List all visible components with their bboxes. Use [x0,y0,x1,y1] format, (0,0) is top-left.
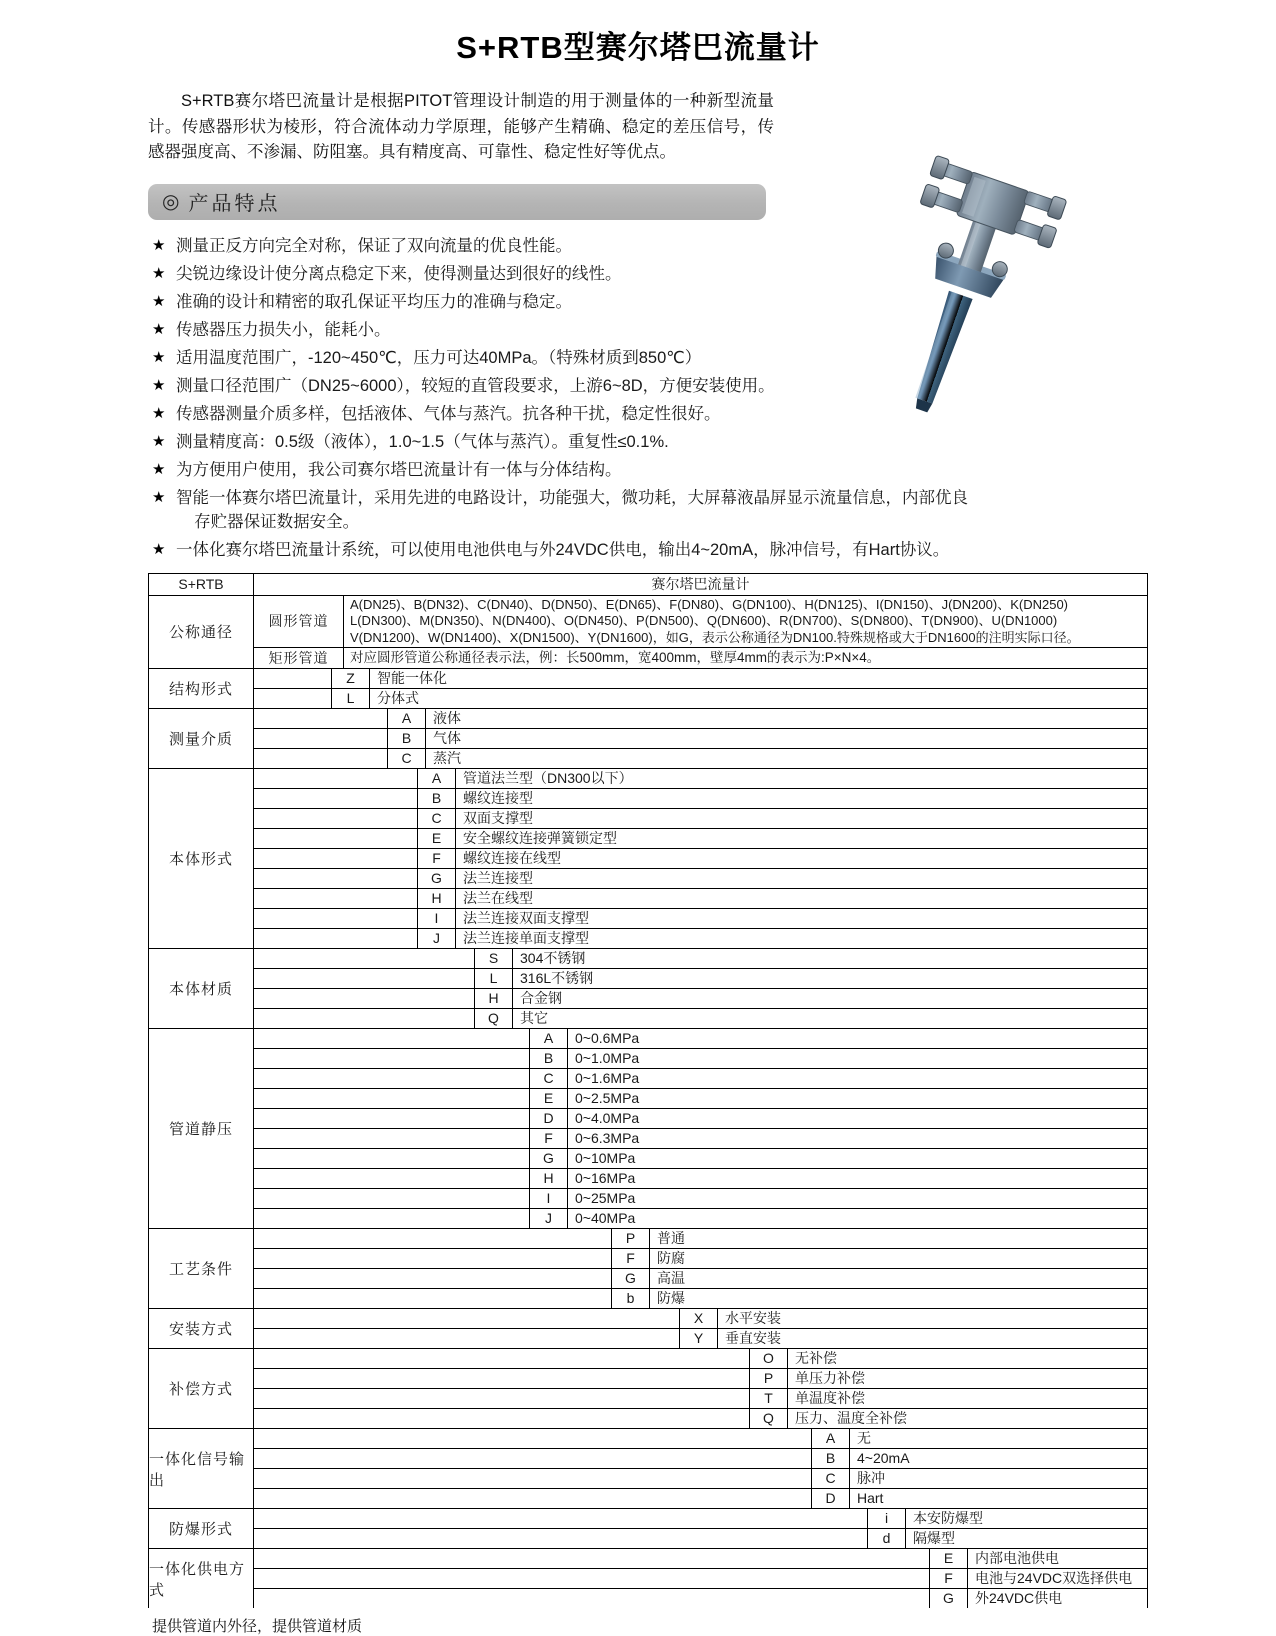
section-options [254,1309,1147,1348]
spec-option-row [254,769,1147,789]
option-code: G [930,1589,968,1608]
option-code: C [418,809,456,828]
indent-spacer [254,849,418,868]
option-description: 单压力补偿 [795,1370,865,1386]
option-description: 压力、温度全补偿 [795,1410,907,1426]
spec-option-row [254,1149,1147,1169]
option-description: 分体式 [377,690,419,706]
spec-option-row [254,789,1147,809]
indent-spacer [254,969,475,988]
round-pipe-codes [344,596,1147,648]
feature-line: 一体化赛尔塔巴流量计系统，可以使用电池供电与外24VDC供电，输出4~20mA，脉冲信号，有Hart协议。 [176,541,950,559]
product-features-header [148,184,766,220]
indent-spacer [254,1349,750,1368]
option-description: 合金钢 [520,990,562,1006]
section-options [254,709,1147,768]
spec-option-row [254,909,1147,929]
spec-section [149,1429,1147,1509]
option-code: E [930,1549,968,1568]
indent-spacer [254,1129,530,1148]
indent-spacer [254,1269,612,1288]
option-code: B [530,1049,568,1068]
section-options [254,769,1147,948]
star-bullet-icon: ★ [152,292,166,310]
section-options [254,1549,1147,1608]
indent-spacer [254,669,332,688]
feature-item [152,486,1152,535]
section-options [254,1229,1147,1308]
spec-option-row [254,1409,1147,1428]
section-options [254,1429,1147,1508]
intro-section [0,89,1276,166]
option-code: B [418,789,456,808]
option-description: 智能一体化 [377,670,447,686]
spec-option-row [254,989,1147,1009]
spec-option-row [254,1549,1147,1569]
spec-option-row [254,1029,1147,1049]
option-description: 螺纹连接型 [463,790,533,806]
indent-spacer [254,749,388,768]
indent-spacer [254,1529,868,1548]
indent-spacer [254,949,475,968]
feature-item [152,458,1152,483]
option-code: F [530,1129,568,1148]
indent-spacer [254,1149,530,1168]
option-code: J [530,1209,568,1228]
indent-spacer [254,709,388,728]
star-bullet-icon: ★ [152,488,166,506]
option-description: 0~40MPa [575,1210,636,1226]
option-description: 0~10MPa [575,1150,636,1166]
spec-option-row [254,809,1147,829]
option-description: 高温 [657,1270,685,1286]
option-code: I [418,909,456,928]
dn-line: L(DN300)、M(DN350)、N(DN400)、O(DN450)、P(DN500)、Q(DN600)、R(DN700)、S(DN800)、T(DN900)、U(DN1000) [350,613,1058,628]
option-code: E [530,1089,568,1108]
star-bullet-icon: ★ [152,320,166,338]
spec-option-row [254,1349,1147,1369]
star-bullet-icon: ★ [152,264,166,282]
nominal-diameter-label: 公称通径 [149,596,254,669]
spec-option-row [254,1069,1147,1089]
section-options [254,1509,1147,1548]
indent-spacer [254,929,418,948]
option-code: P [612,1229,650,1248]
option-description: 0~0.6MPa [575,1030,640,1046]
section-options [254,949,1147,1028]
option-description: 4~20mA [857,1450,910,1466]
option-description: 法兰在线型 [463,890,533,906]
option-description: 安全螺纹连接弹簧锁定型 [463,830,617,846]
indent-spacer [254,1229,612,1248]
option-code: E [418,829,456,848]
option-description: 脉冲 [857,1470,885,1486]
spec-option-row [254,1429,1147,1449]
indent-spacer [254,1009,475,1028]
indent-spacer [254,1189,530,1208]
indent-spacer [254,1109,530,1128]
indent-spacer [254,1429,812,1448]
option-code: D [812,1489,850,1508]
star-bullet-icon: ★ [152,541,166,558]
spec-section [149,1229,1147,1309]
option-description: 0~16MPa [575,1170,636,1186]
option-code: A [388,709,426,728]
spec-option-row [254,709,1147,729]
section-label: 补偿方式 [149,1349,254,1428]
option-code: A [812,1429,850,1448]
spec-option-row [254,1049,1147,1069]
option-description: Hart [857,1490,884,1506]
option-code: G [418,869,456,888]
option-description: 316L不锈钢 [520,970,594,986]
spec-option-row [254,1529,1147,1548]
option-code: B [388,729,426,748]
spec-section [149,769,1147,949]
feature-line: 准确的设计和精密的取孔保证平均压力的准确与稳定。 [176,292,572,311]
option-code: Y [680,1329,718,1348]
section-options [254,1349,1147,1428]
feature-line: 适用温度范围广，-120~450℃，压力可达40MPa。（特殊材质到850℃） [176,348,702,367]
spec-option-row [254,1449,1147,1469]
indent-spacer [254,689,332,708]
option-description: 法兰连接型 [463,870,533,886]
spec-option-row [254,1309,1147,1329]
option-code: L [332,689,370,708]
spec-section [149,1349,1147,1429]
indent-spacer [254,1369,750,1388]
spec-option-row [254,669,1147,689]
option-code: I [530,1189,568,1208]
spec-option-row [254,1129,1147,1149]
option-code: F [612,1249,650,1268]
indent-spacer [254,769,418,788]
option-description: 内部电池供电 [975,1550,1059,1566]
indent-spacer [254,909,418,928]
rect-pipe-row [254,648,1147,668]
option-description: 0~6.3MPa [575,1130,640,1146]
option-description: 0~4.0MPa [575,1110,640,1126]
indent-spacer [254,809,418,828]
spec-option-row [254,1389,1147,1409]
spec-option-row [254,1209,1147,1228]
spec-section [149,709,1147,769]
indent-spacer [254,989,475,1008]
spec-option-row [254,1329,1147,1348]
option-description: 防腐 [657,1250,685,1266]
footer-note: 提供管道内外径，提供管道材质 [152,1618,363,1635]
indent-spacer [254,1029,530,1048]
indent-spacer [254,889,418,908]
section-options [254,1029,1147,1228]
option-description: 外24VDC供电 [975,1590,1063,1606]
spec-option-row [254,929,1147,948]
option-description: 本安防爆型 [913,1510,983,1526]
indent-spacer [254,1589,930,1608]
indent-spacer [254,1389,750,1408]
option-description: 水平安装 [725,1310,781,1326]
option-description: 隔爆型 [913,1530,955,1546]
option-code: A [530,1029,568,1048]
indent-spacer [254,1469,812,1488]
option-code: C [812,1469,850,1488]
spec-section [149,1549,1147,1608]
indent-spacer [254,1089,530,1108]
option-description: 0~1.6MPa [575,1070,640,1086]
option-description: 0~1.0MPa [575,1050,640,1066]
spec-option-row [254,969,1147,989]
section-label: 安装方式 [149,1309,254,1348]
option-description: 防爆 [657,1290,685,1306]
round-pipe-row [254,596,1147,649]
option-code: H [475,989,513,1008]
option-description: 气体 [433,730,461,746]
option-code: D [530,1109,568,1128]
option-description: 0~25MPa [575,1190,636,1206]
indent-spacer [254,1569,930,1588]
option-code: B [812,1449,850,1468]
spec-option-row [254,689,1147,708]
spec-option-row [254,1269,1147,1289]
nominal-diameter-group [149,596,1147,670]
feature-text [176,458,1152,483]
section-options [254,669,1147,708]
option-description: 无补偿 [795,1350,837,1366]
option-code: C [388,749,426,768]
indent-spacer [254,1509,868,1528]
star-bullet-icon: ★ [152,236,166,254]
spec-option-row [254,1229,1147,1249]
indent-spacer [254,729,388,748]
rect-pipe-text: 对应圆形管道公称通径表示法，例：长500mm，宽400mm，壁厚4mm的表示为:P×N×4。 [350,650,881,665]
feature-line: 测量正反方向完全对称，保证了双向流量的优良性能。 [176,236,572,255]
option-description: 蒸汽 [433,750,461,766]
feature-line: 传感器测量介质多样，包括液体、气体与蒸汽。抗各种干扰，稳定性很好。 [176,404,721,423]
spec-option-row [254,1189,1147,1209]
option-code: L [475,969,513,988]
section-label: 一体化信号输出 [149,1429,254,1508]
model-code-cell: S+RTB [149,574,254,595]
spec-option-row [254,1589,1147,1608]
spec-option-row [254,1009,1147,1028]
indent-spacer [254,829,418,848]
option-code: i [868,1509,906,1528]
option-code: J [418,929,456,948]
intro-paragraph: S+RTB赛尔塔巴流量计是根据PITOT管理设计制造的用于测量体的一种新型流量计。传感器形状为棱形，符合流体动力学原理，能够产生精确、稳定的差压信号，传感器强度高、不渗漏、防阻塞。具有精度高、可靠性、稳定性好等优点。 [148,92,774,161]
spec-option-row [254,749,1147,768]
star-bullet-icon: ★ [152,404,166,422]
spec-section [149,669,1147,709]
feature-line: 智能一体赛尔塔巴流量计，采用先进的电路设计，功能强大，微功耗，大屏幕液晶屏显示流量信息，内部优良 [176,488,968,507]
indent-spacer [254,1289,612,1308]
option-description: 管道法兰型（DN300以下） [463,770,633,786]
option-description: 无 [857,1430,871,1446]
spec-option-row [254,869,1147,889]
spec-option-row [254,1289,1147,1308]
option-code: F [930,1569,968,1588]
option-description: 普通 [657,1230,685,1246]
option-code: Q [750,1409,788,1428]
option-description: 其它 [520,1010,548,1026]
feature-line: 尖锐边缘设计使分离点稳定下来，使得测量达到很好的线性。 [176,264,622,283]
feature-line: 测量精度高：0.5级（液体），1.0~1.5（气体与蒸汽）。重复性≤0.1%. [176,432,669,451]
section-label: 管道静压 [149,1029,254,1228]
indent-spacer [254,1489,812,1508]
spec-option-row [254,1089,1147,1109]
indent-spacer [254,1069,530,1088]
option-description: 0~2.5MPa [575,1090,640,1106]
double-circle-icon: ◎ [162,190,180,213]
spec-option-row [254,1469,1147,1489]
option-code: Q [475,1009,513,1028]
option-description: 双面支撑型 [463,810,533,826]
option-description: 液体 [433,710,461,726]
option-code: d [868,1529,906,1548]
star-bullet-icon: ★ [152,432,166,450]
indent-spacer [254,869,418,888]
star-bullet-icon: ★ [152,348,166,366]
option-code: T [750,1389,788,1408]
option-code: C [530,1069,568,1088]
section-label: 防爆形式 [149,1509,254,1548]
option-code: O [750,1349,788,1368]
spec-option-row [254,1509,1147,1529]
spec-option-row [254,1109,1147,1129]
feature-line: 存贮器保证数据安全。 [194,513,360,531]
spec-option-row [254,949,1147,969]
spec-option-row [254,1169,1147,1189]
option-code: Z [332,669,370,688]
feature-line: 传感器压力损失小，能耗小。 [176,320,391,339]
round-pipe-label: 圆形管道 [254,596,344,648]
option-code: G [530,1149,568,1168]
option-code: H [530,1169,568,1188]
feature-text [176,486,1152,535]
option-description: 单温度补偿 [795,1390,865,1406]
section-label: 本体形式 [149,769,254,948]
spec-option-row [254,1369,1147,1389]
option-code: S [475,949,513,968]
rect-pipe-label: 矩形管道 [254,648,344,668]
option-code: G [612,1269,650,1288]
feature-text [176,538,1152,563]
option-code: F [418,849,456,868]
indent-spacer [254,1549,930,1568]
page-title: S+RTB型赛尔塔巴流量计 [456,30,820,65]
product-photo [886,147,1136,447]
spec-option-row [254,829,1147,849]
spec-section [149,949,1147,1029]
indent-spacer [254,789,418,808]
dn-line: V(DN1200)、W(DN1400)、X(DN1500)、Y(DN1600)，如G，表示公称通径为DN100.特殊规格或大于DN1600的注明实际口径。 [350,629,1080,645]
option-description: 垂直安装 [725,1330,781,1346]
spec-option-row [254,889,1147,909]
star-bullet-icon: ★ [152,376,166,394]
indent-spacer [254,1309,680,1328]
dn-line: A(DN25)、B(DN32)、C(DN40)、D(DN50)、E(DN65)、F(DN80)、G(DN100)、H(DN125)、I(DN150)、J(DN200)、K(DN250) [350,596,1069,612]
option-description: 螺纹连接在线型 [463,850,561,866]
option-code: H [418,889,456,908]
spec-option-row [254,1489,1147,1508]
feature-line: 为方便用户使用，我公司赛尔塔巴流量计有一体与分体结构。 [176,460,622,479]
section-label: 工艺条件 [149,1229,254,1308]
section-label: 测量介质 [149,709,254,768]
option-code: X [680,1309,718,1328]
indent-spacer [254,1449,812,1468]
spec-option-row [254,849,1147,869]
option-code: b [612,1289,650,1308]
spec-sections [149,669,1147,1608]
indent-spacer [254,1209,530,1228]
indent-spacer [254,1409,750,1428]
star-bullet-icon: ★ [152,460,166,478]
product-name-cell: 赛尔塔巴流量计 [651,575,750,592]
option-code: A [418,769,456,788]
spec-option-row [254,1249,1147,1269]
option-description: 法兰连接单面支撑型 [463,930,589,946]
feature-item [152,538,1152,563]
indent-spacer [254,1049,530,1068]
option-code: P [750,1369,788,1388]
option-description: 电池与24VDC双选择供电 [975,1570,1133,1586]
option-description: 304不锈钢 [520,950,586,966]
section-label: 一体化供电方式 [149,1549,254,1608]
indent-spacer [254,1249,612,1268]
option-description: 法兰连接双面支撑型 [463,910,589,926]
spec-section [149,1029,1147,1229]
section-heading: 产品特点 [188,193,281,215]
spec-section [149,1309,1147,1349]
specification-table [148,573,1148,1609]
spec-section [149,1509,1147,1549]
indent-spacer [254,1329,680,1348]
table-header-row [149,574,1147,596]
feature-line: 测量口径范围广（DN25~6000），较短的直管段要求，上游6~8D，方便安装使用。 [176,376,775,395]
section-label: 本体材质 [149,949,254,1028]
spec-option-row [254,1569,1147,1589]
indent-spacer [254,1169,530,1188]
section-label: 结构形式 [149,669,254,708]
spec-option-row [254,729,1147,749]
